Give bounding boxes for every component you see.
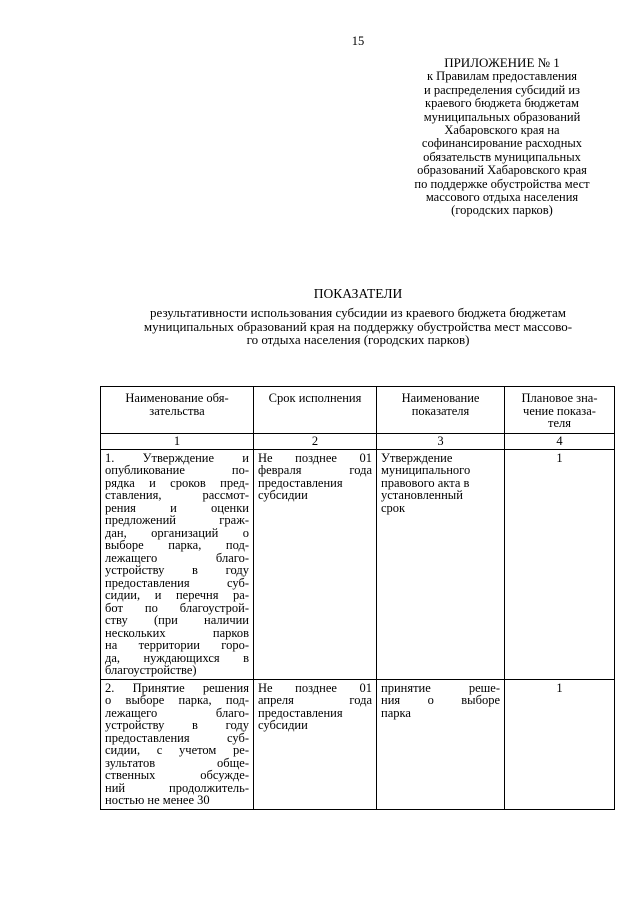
cell-line: предложений граж-: [105, 513, 249, 527]
cell-line: да, нуждающихся в: [105, 650, 249, 665]
header-text: теля: [548, 416, 571, 430]
header-text: чение показа-: [523, 403, 596, 418]
cell-line: устройству в году: [105, 718, 249, 732]
appendix-line: массового отдыха населения: [425, 190, 579, 205]
appendix-title: ПРИЛОЖЕНИЕ № 1: [444, 55, 560, 70]
appendix-line: образований Хабаровского края: [417, 163, 587, 178]
cell-line: выборе парка, под-: [105, 538, 249, 552]
header-text: Срок исполнения: [268, 391, 362, 405]
appendix-block: [386, 56, 618, 218]
appendix-line: по поддержке обустройства мест: [414, 176, 590, 191]
appendix-line: к Правилам предоставления: [426, 69, 578, 84]
table-header-row: [101, 387, 615, 434]
planned-value-cell: 1: [505, 449, 615, 679]
cell-line: срок: [381, 500, 406, 515]
planned-value-cell: 1: [505, 679, 615, 809]
indicator-cell: [377, 679, 505, 809]
cell-line: Не позднее 01: [258, 450, 372, 465]
appendix-line: софинансирование расходных: [421, 136, 583, 151]
cell-line: лежащего благо-: [105, 550, 249, 565]
cell-line: устройству в году: [105, 563, 249, 577]
header-text: показателя: [411, 403, 470, 418]
cell-line: 2. Принятие решения: [105, 680, 249, 695]
cell-line: парка: [381, 705, 411, 720]
column-numbers-row: [101, 433, 615, 449]
cell-line: рения и оценки: [105, 500, 249, 515]
deadline-cell: [254, 679, 377, 809]
cell-line: о выборе парка, под-: [105, 693, 249, 707]
cell-line: рядка и сроков пред-: [105, 475, 249, 490]
subtitle-line: муниципальных образований края на поддержку обустройства мест массово-: [143, 318, 573, 334]
appendix-subtitle: [386, 70, 618, 217]
header-indicator: [377, 387, 505, 434]
cell-line: зультатов обще-: [105, 755, 249, 770]
cell-line: 1. Утверждение и: [105, 450, 249, 465]
cell-line: благоустройстве): [105, 663, 197, 677]
cell-line: субсидии: [258, 488, 308, 502]
appendix-line: и распределения субсидий из: [424, 82, 580, 97]
header-text: Наименование: [401, 391, 480, 405]
cell-line: на территории горо-: [105, 638, 249, 652]
page-number: 15: [351, 34, 365, 48]
cell-line: нескольких парков: [105, 625, 249, 640]
cell-line: предоставления суб-: [105, 575, 249, 590]
appendix-line: муниципальных образований: [423, 109, 581, 124]
cell-line: лежащего благо-: [105, 705, 249, 720]
indicators-table-wrapper: [100, 386, 615, 810]
cell-line: дан, организаций о: [105, 525, 249, 540]
cell-line: ния о выборе: [381, 693, 500, 707]
obligation-cell: [101, 679, 254, 809]
subtitle-line: го отдыха населения (городских парков): [246, 332, 470, 348]
indicators-table: [100, 386, 615, 810]
column-number: 2: [254, 433, 377, 449]
cell-line: предоставления: [258, 475, 343, 490]
header-text: зательства: [149, 403, 205, 418]
appendix-line: (городских парков): [451, 203, 553, 218]
cell-line: сидии, с учетом ре-: [105, 743, 249, 757]
cell-line: февраля года: [258, 463, 372, 477]
deadline-cell: [254, 449, 377, 679]
cell-line: бот по благоустрой-: [105, 600, 249, 615]
cell-line: правового акта в: [381, 475, 470, 490]
header-planned-value: [505, 387, 615, 434]
cell-line: апреля года: [258, 693, 372, 707]
column-number: 4: [505, 433, 615, 449]
subtitle-line: результативности использования субсидии из краевого бюджета бюджетам: [150, 305, 566, 320]
cell-line: муниципального: [381, 463, 471, 477]
document-subtitle: [100, 306, 616, 347]
column-number: 3: [377, 433, 505, 449]
cell-line: Не позднее 01: [258, 680, 372, 695]
cell-line: опубликование по-: [105, 463, 249, 477]
cell-line: предоставления суб-: [105, 730, 249, 745]
obligation-cell: [101, 449, 254, 679]
table-row: [101, 679, 615, 809]
appendix-line: краевого бюджета бюджетам: [425, 96, 579, 111]
cell-line: ностью не менее 30: [105, 793, 210, 807]
cell-line: ний продолжитель-: [105, 780, 249, 795]
cell-line: субсидии: [258, 718, 308, 732]
header-deadline: [254, 387, 377, 434]
indicator-cell: [377, 449, 505, 679]
table-row: [101, 449, 615, 679]
cell-line: принятие реше-: [381, 680, 500, 695]
header-text: Плановое зна-: [521, 391, 598, 405]
cell-line: предоставления: [258, 705, 343, 720]
appendix-line: обязательств муниципальных: [423, 149, 581, 164]
appendix-line: Хабаровского края на: [444, 123, 560, 138]
cell-line: ственных обсужде-: [105, 768, 249, 782]
cell-line: сидии, и перечня ра-: [105, 588, 249, 602]
column-number: 1: [101, 433, 254, 449]
cell-line: ству (при наличии: [105, 613, 249, 627]
document-title: ПОКАЗАТЕЛИ: [313, 286, 403, 301]
header-obligation: [101, 387, 254, 434]
cell-line: установленный: [381, 488, 463, 502]
header-text: Наименование обя-: [125, 391, 229, 405]
cell-line: ставления, рассмот-: [105, 488, 249, 502]
cell-line: Утверждение: [381, 450, 453, 465]
